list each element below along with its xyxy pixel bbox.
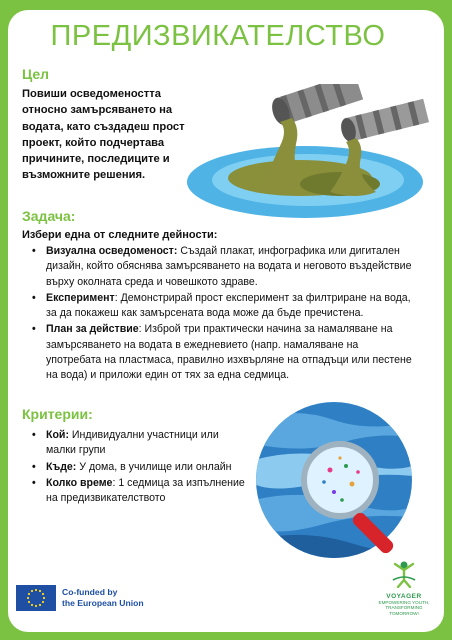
voyager-figure-icon	[389, 560, 419, 588]
voyager-tag-line1: EMPOWERING YOUTH,	[378, 600, 430, 605]
list-item: • Експеримент: Демонстрирай прост експеримент за филтриране на вода, за да покажеш как замърсената вода може да бъде пречистена.	[32, 291, 411, 320]
list-item: • Визуална осведоменост: Създай плакат, инфографика или дигитален дизайн, който обяснява замърсяването на водата и неговото въздействие върху околната среда и човешкото здраве.	[32, 245, 412, 288]
eu-cofunded-logo	[16, 585, 144, 611]
voyager-logo	[372, 560, 436, 616]
magnifier-water-illustration	[254, 400, 432, 572]
criteria-heading: Критерии:	[22, 406, 93, 422]
task-intro: Избери една от следните дейности:	[22, 229, 218, 241]
task-list	[26, 244, 416, 385]
page-title: ПРЕДИЗВИКАТЕЛСТВО	[50, 20, 386, 52]
list-item: • Кой: Индивидуални участници или малки групи	[32, 429, 219, 457]
voyager-tag-line3: TOMORROW!	[389, 610, 419, 616]
voyager-name: VOYAGER	[386, 593, 422, 600]
task-heading: Задача:	[22, 208, 76, 224]
polluted-pipes-illustration	[180, 84, 430, 224]
list-item: • Колко време: 1 седмица за изпълнение на предизвикателството	[32, 476, 245, 505]
criteria-list	[26, 428, 248, 507]
goal-heading: Цел	[22, 66, 50, 82]
list-item: • План за действие: Изброй три практически начина за намаляване на замърсяването на водата в ежедневието (напр. намаляване на употребата на пластмаса, правилно изхвърляне на отпадъци или пестене на вода) и приложи един от тях за една седмица.	[32, 323, 412, 382]
eu-text-line1: Co-funded by	[62, 587, 118, 597]
list-item: • Къде: У дома, в училище или онлайн	[32, 460, 232, 473]
eu-text-line2: the European Union	[62, 598, 144, 608]
voyager-tag-line2: TRANSFORMING	[385, 605, 423, 611]
goal-text: Повиши осведомеността относно замърсяването на водата, като създадеш прост проект, който подчертава причините, последиците и възможните решения.	[22, 88, 185, 182]
eu-flag-icon	[16, 585, 56, 611]
